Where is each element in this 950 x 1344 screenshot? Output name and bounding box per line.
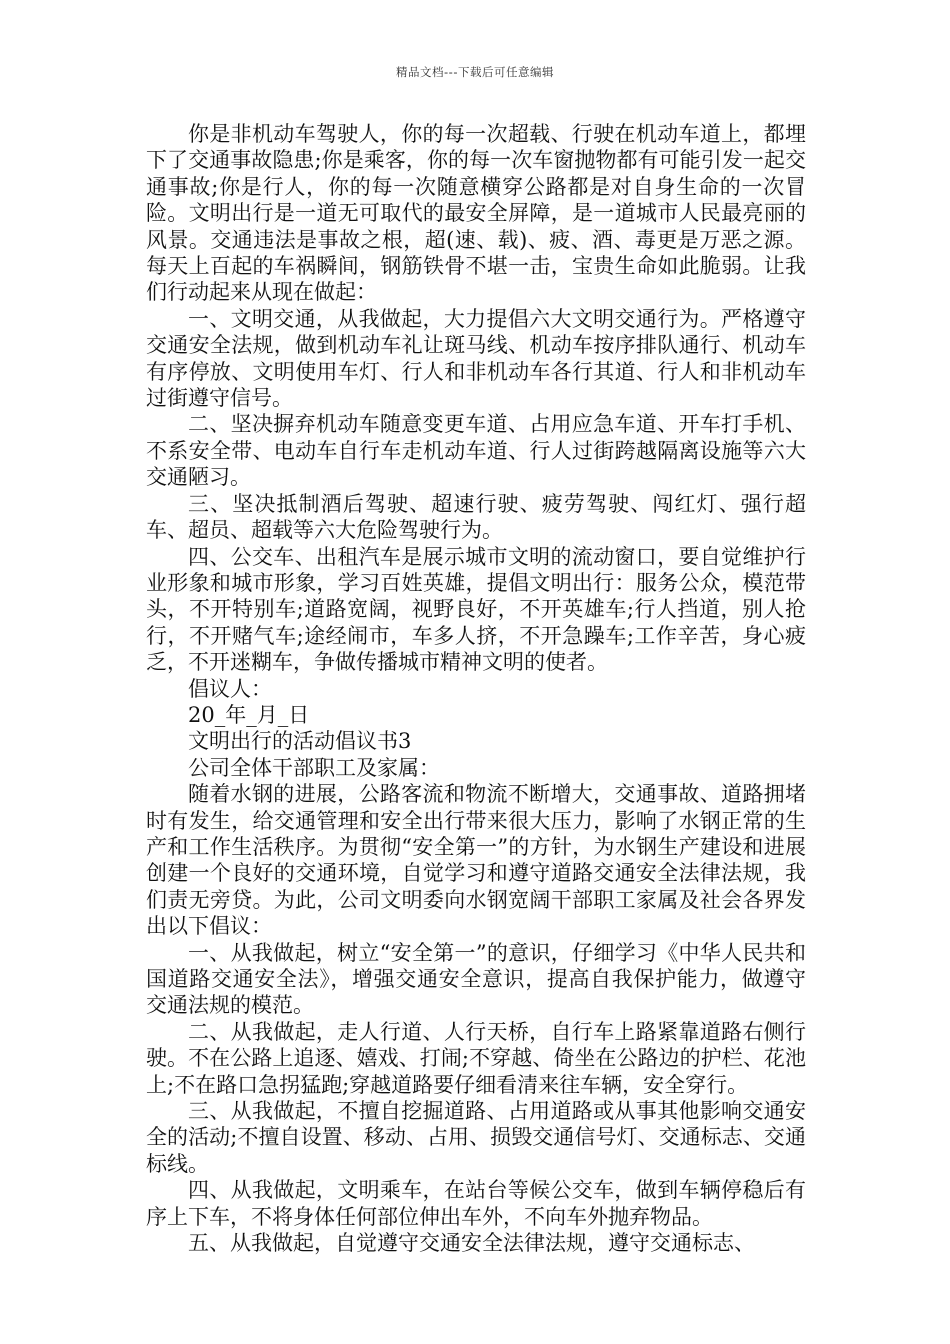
paragraph-proposal-4: 四、从我做起，文明乘车，在站台等候公交车，做到车辆停稳后有序上下车，不将身体任何部位伸出车外，不向车外抛弃物品。 xyxy=(146,1178,806,1229)
paragraph-intro-2: 随着水钢的进展，公路客流和物流不断增大，交通事故、道路拥堵时有发生，给交通管理和安全出行带来很大压力，影响了水钢正常的生产和工作生活秩序。为贯彻“安全第一”的方针，为水钢生产建设和进展创建一个良好的交通环境，自觉学习和遵守道路交通安全法律法规，我们责无旁贷。为此，公司文明委向水钢宽阔干部职工家属及社会各界发出以下倡议： xyxy=(146,782,806,939)
document-body xyxy=(146,121,806,1256)
paragraph-item-3: 三、坚决抵制酒后驾驶、超速行驶、疲劳驾驶、闯红灯、强行超车、超员、超载等六大危险驾驶行为。 xyxy=(146,491,806,543)
signature-label: 倡议人： xyxy=(188,676,272,701)
page-header: 精品文档---下载后可任意编辑 xyxy=(396,65,554,79)
paragraph-proposal-3: 三、从我做起，不擅自挖掘道路、占用道路或从事其他影响交通安全的活动;不擅自设置、移动、占用、损毁交通信号灯、交通标志、交通标线。 xyxy=(146,1099,806,1176)
paragraph-item-1: 一、文明交通，从我做起，大力提倡六大文明交通行为。严格遵守交通安全法规，做到机动车礼让斑马线、机动车按序排队通行、机动车有序停放、文明使用车灯、行人和非机动车各行其道、行人和非机动车过街遵守信号。 xyxy=(146,306,806,411)
date-line: 20_年_月_日 xyxy=(188,702,310,727)
paragraph-proposal-5: 五、从我做起，自觉遵守交通安全法律法规，遵守交通标志、 xyxy=(188,1231,755,1256)
paragraph-item-4: 四、公交车、出租汽车是展示城市文明的流动窗口，要自觉维护行业形象和城市形象，学习百姓英雄，提倡文明出行：服务公众，模范带头，不开特别车;道路宽阔，视野良好，不开英雄车;行人挡道，别人抢行，不开赌气车;途经闹市，车多人挤，不开急躁车;工作辛苦，身心疲乏，不开迷糊车，争做传播城市精神文明的使者。 xyxy=(146,544,806,675)
section-title: 文明出行的活动倡议书3 xyxy=(188,729,412,754)
paragraph-intro: 你是非机动车驾驶人，你的每一次超载、行驶在机动车道上，都埋下了交通事故隐患;你是乘客，你的每一次车窗抛物都有可能引发一起交通事故;你是行人，你的每一次随意横穿公路都是对自身生命的一次冒险。文明出行是一道无可取代的最安全屏障，是一道城市人民最亮丽的风景。交通违法是事故之根，超(速、载)、疲、酒、毒更是万恶之源。每天上百起的车祸瞬间，钢筋铁骨不堪一击，宝贵生命如此脆弱。让我们行动起来从现在做起： xyxy=(146,122,806,305)
paragraph-proposal-1: 一、从我做起，树立“安全第一”的意识，仔细学习《中华人民共和国道路交通安全法》，增强交通安全意识，提高自我保护能力，做遵守交通法规的模范。 xyxy=(146,940,806,1018)
paragraph-proposal-2: 二、从我做起，走人行道、人行天桥，自行车上路紧靠道路右侧行驶。不在公路上追逐、嬉戏、打闹;不穿越、倚坐在公路边的护栏、花池上;不在路口急拐猛跑;穿越道路要仔细看清来往车辆，安全穿行。 xyxy=(146,1019,806,1097)
salutation: 公司全体干部职工及家属： xyxy=(188,755,440,780)
paragraph-item-2: 二、坚决摒弃机动车随意变更车道、占用应急车道、开车打手机、不系安全带、电动车自行车走机动车道、行人过街跨越隔离设施等六大交通陋习。 xyxy=(146,412,806,490)
